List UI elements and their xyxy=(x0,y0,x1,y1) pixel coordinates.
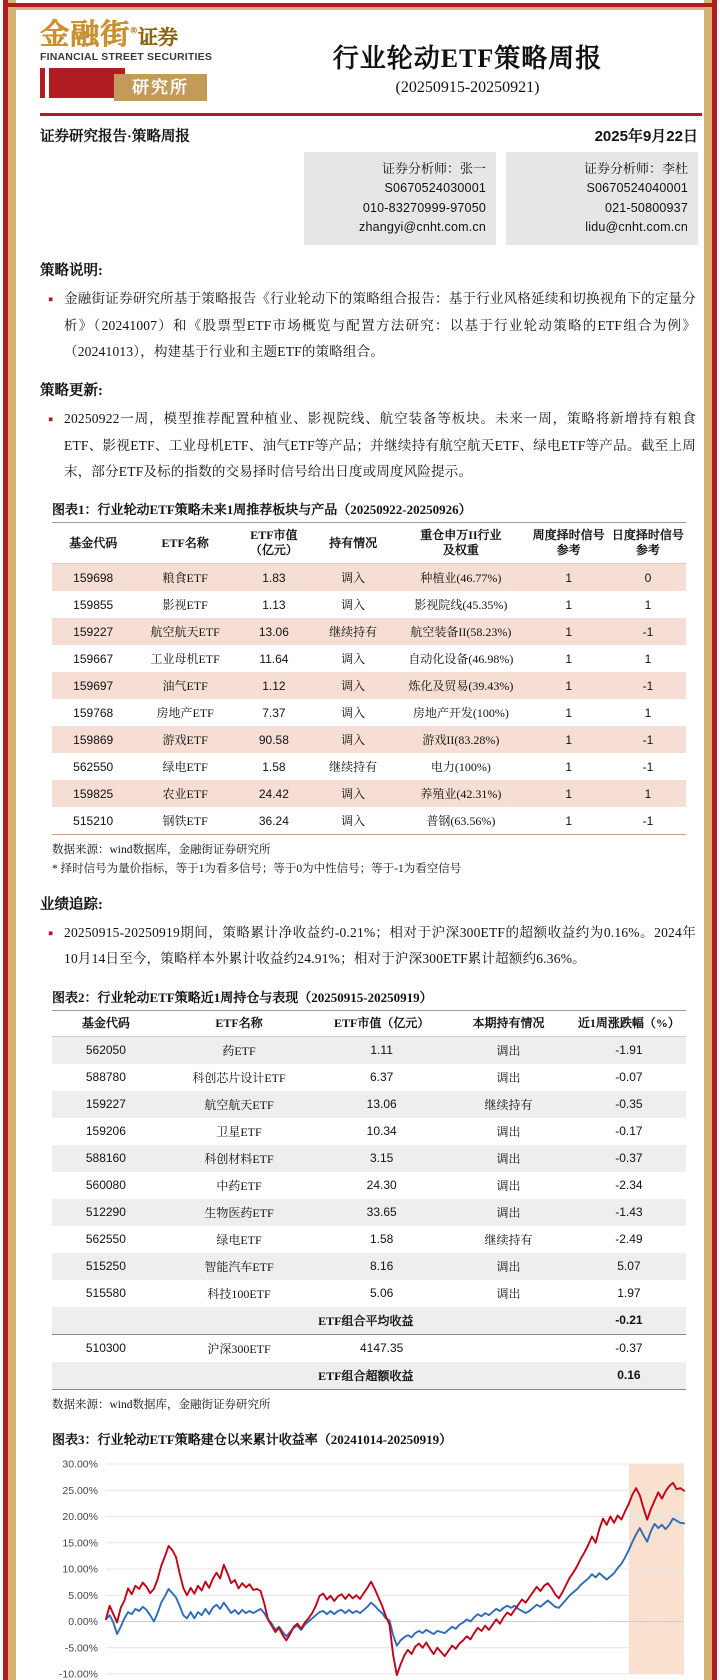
section-heading-strategy-update: 策略更新: xyxy=(40,383,103,400)
cell-spacer xyxy=(52,1362,160,1390)
title-block xyxy=(233,38,702,97)
company-logo xyxy=(40,20,226,100)
cell-daily-signal: -1 xyxy=(642,732,654,747)
chart3-caption: 图表3：行业轮动ETF策略建仓以来累计收益率（20241014-20250919） xyxy=(52,1431,453,1447)
table1-body xyxy=(52,564,686,835)
cell-daily-signal: 0 xyxy=(644,570,652,585)
section-heading-performance: 业绩追踪: xyxy=(40,897,103,914)
bullet-dot-icon: ▪ xyxy=(48,292,54,309)
table-row xyxy=(52,645,686,672)
cell-etf-name: 影视ETF xyxy=(162,598,208,613)
cell-etf-name: 钢铁ETF xyxy=(162,814,208,829)
cell-etf-nav: 90.58 xyxy=(258,732,289,747)
cell-holding-status: 调出 xyxy=(496,1178,521,1193)
cell-weekly-signal: 1 xyxy=(565,759,572,774)
cell-etf-nav: 10.34 xyxy=(366,1124,397,1139)
logo-sub-text: 证券 xyxy=(137,27,178,49)
cell-daily-signal: 1 xyxy=(644,597,652,612)
cell-etf-nav: 1.58 xyxy=(262,759,286,774)
table-row xyxy=(52,807,686,835)
cell-etf-name: 中药ETF xyxy=(216,1178,262,1193)
table-header-row xyxy=(52,523,686,564)
table-row xyxy=(52,1253,686,1280)
logo-research-label: 研究所 xyxy=(132,78,189,98)
cell-holding-status: 调入 xyxy=(341,652,366,667)
table2-source: 数据来源：wind数据库，金融街证券研究所 xyxy=(52,1398,271,1411)
cell-etf-name: 游戏ETF xyxy=(162,733,208,748)
cell-etf-name: 工业母机ETF xyxy=(150,652,220,667)
cell-weekly-change: -1.43 xyxy=(615,1205,643,1220)
cell-weekly-change: -0.37 xyxy=(615,1151,643,1166)
cell-holding-status: 继续持有 xyxy=(484,1097,533,1112)
cell-weekly-change: 5.07 xyxy=(617,1259,641,1274)
cell-fund-code: 515250 xyxy=(85,1259,126,1274)
table-recommended-etfs xyxy=(52,522,686,835)
cell-fund-code: 588780 xyxy=(85,1070,126,1085)
cell-fund-code: 159855 xyxy=(73,597,114,612)
table1-source xyxy=(18,835,702,879)
cell-etf-nav: 1.13 xyxy=(262,597,286,612)
table-row xyxy=(52,1091,686,1118)
logo-blocks xyxy=(40,66,226,100)
cell-holding-status: 调出 xyxy=(496,1124,521,1139)
performance-text: 20250915-20250919期间，策略累计净收益约-0.21%；相对于沪深300ETF的超额收益约为0.16%。2024年10月14日至今，策略样本外累计收益约24.91%；相对于沪深300ETF累计超额约6.36%。 xyxy=(64,925,696,967)
cell-holding-status: 继续持有 xyxy=(329,625,378,640)
table2-caption: 图表2：行业轮动ETF策略近1周持仓与表现（20250915-20250919） xyxy=(52,989,433,1005)
table-row-portfolio-average xyxy=(52,1307,686,1335)
cell-etf-name: 科创材料ETF xyxy=(204,1151,274,1166)
cell-holding-status: 调出 xyxy=(496,1070,521,1085)
logo-chinese-name xyxy=(40,20,226,50)
cell-holding-status: 调入 xyxy=(341,787,366,802)
table1-caption: 图表1：行业轮动ETF策略未来1周推荐板块与产品（20250922-20250926） xyxy=(52,502,472,518)
page-border-right-gold xyxy=(704,0,712,1680)
cell-etf-nav: 36.24 xyxy=(258,813,289,828)
cell-weekly-change: 1.97 xyxy=(617,1286,641,1301)
cell-weekly-signal: 1 xyxy=(565,570,572,585)
section-heading-strategy-description: 策略说明: xyxy=(40,263,103,280)
col-weekly-change: 近1周涨跌幅（%） xyxy=(577,1015,680,1030)
cell-weekly-signal: 1 xyxy=(565,597,572,612)
cell-etf-nav: 1.11 xyxy=(370,1043,393,1058)
cell-top-industry: 航空装备II(58.23%) xyxy=(410,625,512,640)
table-row xyxy=(52,1064,686,1091)
table1-footnote: * 择时信号为量价指标，等于1为看多信号；等于0为中性信号；等于-1为看空信号 xyxy=(52,863,462,876)
report-date: 2025年9月22日 xyxy=(594,128,698,145)
cell-weekly-signal: 1 xyxy=(565,624,572,639)
table-row xyxy=(52,699,686,726)
report-type-label: 证券研究报告·策略周报 xyxy=(40,129,190,145)
table2-header xyxy=(52,1010,686,1036)
col-label: ETF名称 xyxy=(161,535,209,550)
cell-etf-nav: 6.37 xyxy=(369,1070,394,1085)
cell-etf-name: 药ETF xyxy=(222,1043,256,1058)
table-row xyxy=(52,1118,686,1145)
cell-fund-code: 562050 xyxy=(85,1043,126,1058)
table2-body xyxy=(52,1036,686,1389)
table-row xyxy=(52,1199,686,1226)
col-daily-signal: 日度择时信号 参考 xyxy=(611,528,684,558)
chart-y-tick-label: 15.00% xyxy=(62,1537,98,1550)
chart-y-tick-label: 0.00% xyxy=(68,1615,98,1628)
cell-fund-code: 159768 xyxy=(73,705,114,720)
report-header xyxy=(18,12,702,116)
cell-etf-nav: 8.16 xyxy=(369,1259,394,1274)
cell-fund-code: 515580 xyxy=(85,1286,126,1301)
cell-daily-signal: 1 xyxy=(644,786,652,801)
table-row xyxy=(52,1172,686,1199)
table-row xyxy=(52,618,686,645)
cell-top-industry: 自动化设备(46.98%) xyxy=(408,652,514,667)
page-border-left-gold xyxy=(8,0,16,1680)
cell-etf-nav: 13.06 xyxy=(366,1097,397,1112)
cell-weekly-change: -0.07 xyxy=(615,1070,643,1085)
bullet-dot-icon: ▪ xyxy=(48,412,54,429)
cell-fund-code: 588160 xyxy=(85,1151,126,1166)
cell-fund-code: 159825 xyxy=(73,786,114,801)
cell-etf-name: 农业ETF xyxy=(162,787,208,802)
cell-holding-status: 调出 xyxy=(496,1286,521,1301)
report-meta-row xyxy=(18,116,702,146)
cell-etf-name: 绿电ETF xyxy=(216,1232,262,1247)
cell-top-industry: 电力(100%) xyxy=(430,760,491,775)
cell-excess-value: 0.16 xyxy=(617,1368,641,1383)
cell-holding-status: 调入 xyxy=(341,679,366,694)
analyst-card xyxy=(304,152,496,245)
cell-etf-nav: 33.65 xyxy=(366,1205,397,1220)
cell-fund-code: 512290 xyxy=(85,1205,126,1220)
chart-y-tick-label: 20.00% xyxy=(62,1510,98,1523)
cell-top-industry: 游戏II(83.28%) xyxy=(422,733,500,748)
logo-research-box xyxy=(114,74,207,101)
table-row xyxy=(52,1036,686,1064)
cell-etf-name: 科技100ETF xyxy=(207,1286,271,1301)
col-fund-code: 基金代码 xyxy=(81,1015,130,1030)
cell-average-label: ETF组合平均收益 xyxy=(318,1313,414,1328)
cell-average-value: -0.21 xyxy=(615,1313,643,1328)
cell-etf-name: 油气ETF xyxy=(162,679,208,694)
cell-weekly-change: -0.17 xyxy=(615,1124,643,1139)
bullet-paragraph xyxy=(18,918,702,973)
cell-fund-code: 159206 xyxy=(85,1124,126,1139)
cell-daily-signal: -1 xyxy=(642,759,654,774)
col-label: 基金代码 xyxy=(69,535,118,550)
col-etf-name: ETF名称 xyxy=(215,1015,263,1030)
cell-holding-status xyxy=(445,1334,572,1362)
logo-main-text: 金融街 xyxy=(40,19,131,51)
table-row xyxy=(52,591,686,618)
cell-top-industry: 房地产开发(100%) xyxy=(412,706,509,721)
cell-weekly-signal: 1 xyxy=(565,813,572,828)
table-row-portfolio-excess xyxy=(52,1362,686,1390)
cell-fund-code: 562550 xyxy=(73,759,114,774)
strategy-update-text: 20250922一周，模型推荐配置种植业、影视院线、航空装备等板块。未来一周，策略将新增持有粮食ETF、影视ETF、工业母机ETF、油气ETF等产品；并继续持有航空航天ETF、绿电ETF等产品。截至上周末，部分ETF及标的指数的交易择时信号给出日度或周度风险提示。 xyxy=(64,411,696,479)
header-divider xyxy=(40,113,702,116)
analyst-name: 证券分析师：张一 xyxy=(381,161,486,176)
cell-etf-nav: 1.83 xyxy=(262,570,286,585)
cell-holding-status: 调出 xyxy=(496,1151,521,1166)
cell-holding-status: 调入 xyxy=(341,706,366,721)
cell-etf-name: 沪深300ETF xyxy=(160,1334,319,1362)
table-row-benchmark xyxy=(52,1334,686,1362)
logo-red-bar xyxy=(40,68,45,98)
cell-holding-status: 调入 xyxy=(341,814,366,829)
cell-etf-nav: 1.58 xyxy=(369,1232,394,1247)
cell-etf-nav: 24.42 xyxy=(258,786,289,801)
cell-weekly-signal: 1 xyxy=(565,678,572,693)
cell-etf-nav: 11.64 xyxy=(259,651,289,666)
cell-daily-signal: -1 xyxy=(642,678,654,693)
cell-fund-code: 515210 xyxy=(73,813,114,828)
col-label: 持有情况 xyxy=(329,535,378,550)
cell-daily-signal: 1 xyxy=(644,705,652,720)
cell-etf-nav: 3.15 xyxy=(369,1151,394,1166)
cell-etf-name: 房地产ETF xyxy=(156,706,214,721)
analyst-email[interactable]: lidu@cnht.com.cn xyxy=(585,219,688,234)
cell-top-industry: 炼化及贸易(39.43%) xyxy=(408,679,514,694)
chart-y-tick-label: 25.00% xyxy=(62,1484,98,1497)
cell-top-industry: 影视院线(45.35%) xyxy=(414,598,508,613)
table1-source-line: 数据来源：wind数据库，金融街证券研究所 xyxy=(52,844,271,857)
cell-etf-nav: 24.30 xyxy=(366,1178,397,1193)
analyst-phone: 010-83270999-97050 xyxy=(362,200,486,215)
registered-mark-icon: ® xyxy=(130,25,138,36)
bullet-dot-icon: ▪ xyxy=(48,926,54,943)
cell-etf-name: 航空航天ETF xyxy=(204,1097,274,1112)
bullet-paragraph xyxy=(18,404,702,485)
cell-fund-code: 159869 xyxy=(73,732,114,747)
col-etf-name xyxy=(134,523,235,564)
page-border-right xyxy=(712,0,717,1680)
table-row xyxy=(52,726,686,753)
analyst-email[interactable]: zhangyi@cnht.com.cn xyxy=(359,219,486,234)
analyst-phone: 021-50800937 xyxy=(604,200,688,215)
cell-holding-status: 调入 xyxy=(341,733,366,748)
cell-etf-nav: 1.12 xyxy=(262,678,286,693)
table-row xyxy=(52,672,686,699)
strategy-description-text: 金融街证券研究所基于策略报告《行业轮动下的策略组合报告：基于行业风格延续和切换视角下的定量分析》（20241007）和《股票型ETF市场概览与配置方法研究：以基于行业轮动策略的ETF组合为例》（20241013），构建基于行业和主题ETF的策略组合。 xyxy=(64,291,696,359)
table-header-row xyxy=(52,1010,686,1036)
cell-weekly-signal: 1 xyxy=(565,786,572,801)
table-row xyxy=(52,753,686,780)
cell-daily-signal: -1 xyxy=(642,813,654,828)
cell-holding-status: 继续持有 xyxy=(484,1232,533,1247)
col-holding-status: 本期持有情况 xyxy=(472,1015,545,1030)
analyst-license: S0670524040001 xyxy=(586,181,688,196)
col-fund-code xyxy=(52,523,134,564)
cell-weekly-signal: 1 xyxy=(565,732,572,747)
analyst-card-group xyxy=(18,146,702,245)
cell-weekly-signal: 1 xyxy=(565,705,572,720)
logo-english-name: FINANCIAL STREET SECURITIES xyxy=(40,51,213,64)
cell-holding-status: 调出 xyxy=(496,1043,521,1058)
cell-weekly-signal: 1 xyxy=(565,651,572,666)
chart-line-series xyxy=(106,1483,684,1675)
cell-holding-status: 调出 xyxy=(496,1259,521,1274)
table1-header xyxy=(52,523,686,564)
analyst-card xyxy=(506,152,698,245)
cell-etf-name: 生物医药ETF xyxy=(204,1205,274,1220)
analyst-name: 证券分析师：李杜 xyxy=(583,161,688,176)
cell-holding-status: 调入 xyxy=(341,598,366,613)
table-recent-holdings xyxy=(52,1010,686,1390)
table-row xyxy=(52,1226,686,1253)
table-row xyxy=(52,1280,686,1307)
cell-top-industry: 普钢(63.56%) xyxy=(426,814,496,829)
page-border-top-gold xyxy=(8,7,712,10)
col-weekly-signal: 周度择时信号 参考 xyxy=(532,528,605,558)
cell-top-industry: 种植业(46.77%) xyxy=(420,571,502,586)
chart-y-tick-label: -10.00% xyxy=(58,1668,98,1680)
col-holding-status xyxy=(312,523,394,564)
chart-y-tick-label: 5.00% xyxy=(68,1589,98,1602)
cell-etf-nav: 4147.35 xyxy=(318,1334,445,1362)
cell-weekly-change: -0.35 xyxy=(615,1097,643,1112)
cell-etf-name: 科创芯片设计ETF xyxy=(192,1070,286,1085)
cell-fund-code: 159227 xyxy=(73,624,114,639)
table-row xyxy=(52,780,686,807)
cell-spacer xyxy=(52,1307,160,1335)
cell-fund-code: 510300 xyxy=(52,1334,160,1362)
cell-weekly-change: -2.49 xyxy=(615,1232,643,1247)
page-title: 行业轮动ETF策略周报 xyxy=(332,44,603,73)
cell-etf-nav: 5.06 xyxy=(369,1286,394,1301)
cell-holding-status: 调出 xyxy=(496,1205,521,1220)
cell-excess-label: ETF组合超额收益 xyxy=(318,1368,414,1383)
cell-fund-code: 159697 xyxy=(73,678,114,693)
cell-etf-name: 智能汽车ETF xyxy=(204,1259,274,1274)
col-etf-nav: ETF市值（亿元） xyxy=(333,1015,430,1030)
cell-etf-nav: 7.37 xyxy=(262,705,286,720)
cell-daily-signal: 1 xyxy=(644,651,652,666)
cell-holding-status: 继续持有 xyxy=(329,760,378,775)
cell-etf-name: 绿电ETF xyxy=(162,760,208,775)
table-row xyxy=(52,564,686,592)
cell-etf-name: 航空航天ETF xyxy=(150,625,220,640)
table-row xyxy=(52,1145,686,1172)
chart-cumulative-return xyxy=(44,1458,692,1680)
cell-fund-code: 159227 xyxy=(85,1097,126,1112)
cell-top-industry: 养殖业(42.31%) xyxy=(420,787,502,802)
bullet-paragraph xyxy=(18,284,702,365)
cell-etf-nav: 13.06 xyxy=(258,624,289,639)
chart-y-tick-label: 10.00% xyxy=(62,1563,98,1576)
page-subtitle-daterange: (20250915-20250921) xyxy=(395,79,540,96)
cell-fund-code: 159667 xyxy=(73,651,114,666)
cell-etf-name: 粮食ETF xyxy=(162,571,208,586)
cell-weekly-change: -0.37 xyxy=(572,1334,686,1362)
cell-holding-status: 调入 xyxy=(341,571,366,586)
cell-weekly-change: -1.91 xyxy=(615,1043,643,1058)
chart-svg xyxy=(44,1458,692,1680)
chart-y-tick-label: -5.00% xyxy=(64,1642,98,1655)
cell-etf-name: 卫星ETF xyxy=(216,1124,262,1139)
cell-fund-code: 562550 xyxy=(85,1232,126,1247)
chart-y-tick-label: 30.00% xyxy=(62,1458,98,1471)
cell-daily-signal: -1 xyxy=(642,624,654,639)
col-etf-nav: ETF市值 （亿元） xyxy=(249,528,298,558)
analyst-license: S0670524030001 xyxy=(384,181,486,196)
col-top-industry: 重仓申万II行业 及权重 xyxy=(420,528,502,558)
cell-fund-code: 560080 xyxy=(85,1178,126,1193)
cell-fund-code: 159698 xyxy=(73,570,114,585)
cell-weekly-change: -2.34 xyxy=(615,1178,643,1193)
